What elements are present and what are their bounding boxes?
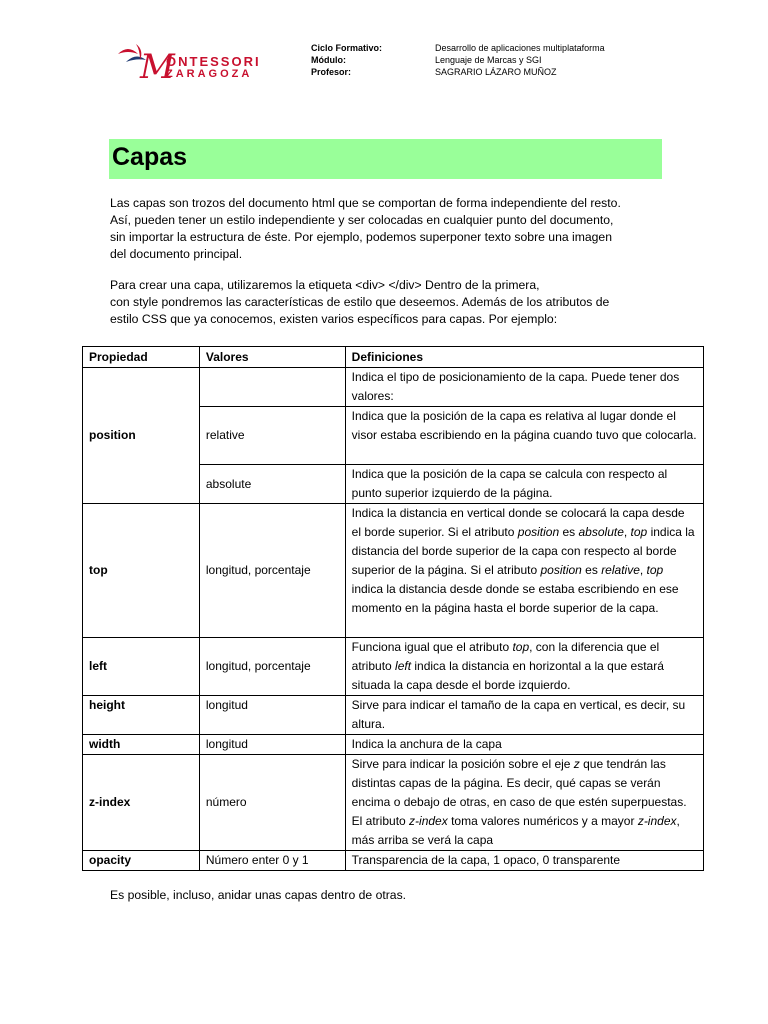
- closing-paragraph: Es posible, incluso, anidar unas capas dentro de otras.: [110, 888, 407, 902]
- property-definition: Transparencia de la capa, 1 opaco, 0 transparente: [345, 851, 703, 871]
- property-definition: Indica que la posición de la capa es relativa al lugar donde el visor estaba escribiendo en la página cuando tuvo que colocarla.: [345, 407, 703, 465]
- property-values: longitud: [199, 696, 345, 735]
- property-definition: Sirve para indicar la posición sobre el eje z que tendrán las distintas capas de la página. Es decir, qué capas se verán encima o debajo de otras, en caso de que estén superpuestas. El atributo z-index toma valores numéricos y a mayor z-index, más arriba se verá la capa: [345, 755, 703, 851]
- paragraph-line: del documento principal.: [110, 247, 243, 261]
- property-values: relative: [199, 407, 345, 465]
- column-header: Propiedad: [83, 347, 200, 368]
- property-definition: Indica que la posición de la capa se calcula con respecto al punto superior izquierdo de la página.: [345, 465, 703, 504]
- table-header-row: [83, 347, 704, 368]
- document-header: [311, 42, 655, 78]
- property-name: height: [83, 696, 200, 735]
- paragraph-line: sin importar la estructura de éste. Por ejemplo, podemos superponer texto sobre una imagen: [110, 230, 612, 244]
- paragraph-line: Para crear una capa, utilizaremos la etiqueta <div> </div> Dentro de la primera,: [110, 278, 540, 292]
- table-row: [83, 851, 704, 871]
- paragraph-line: Las capas son trozos del documento html que se comportan de forma independiente del resto.: [110, 196, 621, 210]
- property-values: [199, 368, 345, 407]
- logo-line2: ZARAGOZA: [166, 68, 253, 80]
- table-row: [83, 368, 704, 407]
- title-banner: [109, 139, 662, 179]
- property-values: longitud, porcentaje: [199, 638, 345, 696]
- property-definition: Indica la distancia en vertical donde se colocará la capa desde el borde superior. Si el atributo position es absolute, top indica la distancia del borde superior de la capa con respecto al borde superior de la página. Si el atributo position es relative, top indica la distancia desde donde se estaba escribiendo en ese momento en la página hasta el borde superior de la capa.: [345, 504, 703, 638]
- table-row: [83, 504, 704, 638]
- intro-paragraph-2: [110, 277, 670, 328]
- property-name: position: [83, 368, 200, 504]
- property-definition: Sirve para indicar el tamaño de la capa en vertical, es decir, su altura.: [345, 696, 703, 735]
- property-definition: Indica el tipo de posicionamiento de la capa. Puede tener dos valores:: [345, 368, 703, 407]
- property-values: longitud: [199, 735, 345, 755]
- header-value: Lenguaje de Marcas y SGI: [435, 55, 542, 65]
- property-values: Número enter 0 y 1: [199, 851, 345, 871]
- header-value: Desarrollo de aplicaciones multiplataforma: [435, 43, 605, 53]
- property-definition: Indica la anchura de la capa: [345, 735, 703, 755]
- property-values: longitud, porcentaje: [199, 504, 345, 638]
- paragraph-line: Así, pueden tener un estilo independiente y ser colocadas en cualquier punto del documento,: [110, 213, 614, 227]
- table-row: [83, 696, 704, 735]
- intro-paragraph: [110, 195, 670, 263]
- properties-table: [82, 346, 704, 871]
- property-definition: Funciona igual que el atributo top, con la diferencia que el atributo left indica la distancia en horizontal a la que estará situada la capa desde el borde izquierdo.: [345, 638, 703, 696]
- table-row: [83, 735, 704, 755]
- property-values: número: [199, 755, 345, 851]
- property-values: absolute: [199, 465, 345, 504]
- column-header: Definiciones: [345, 347, 703, 368]
- column-header: Valores: [199, 347, 345, 368]
- logo-initial: M: [140, 47, 175, 87]
- paragraph-line: con style pondremos las características de estilo que deseemos. Además de los atributos de: [110, 295, 610, 309]
- header-value: SAGRARIO LÁZARO MUÑOZ: [435, 67, 557, 77]
- table-row: [83, 755, 704, 851]
- property-name: top: [83, 504, 200, 638]
- header-label: Ciclo Formativo:: [311, 43, 383, 53]
- table-row: [83, 638, 704, 696]
- paragraph-line: estilo CSS que ya conocemos, existen varios específicos para capas. Por ejemplo:: [110, 312, 558, 326]
- property-name: left: [83, 638, 200, 696]
- header-label: Profesor:: [311, 67, 352, 77]
- property-name: z-index: [83, 755, 200, 851]
- property-name: width: [83, 735, 200, 755]
- logo-line1: ONTESSORI: [166, 54, 261, 69]
- page-title: Capas: [112, 143, 188, 171]
- property-name: opacity: [83, 851, 200, 871]
- header-label: Módulo:: [311, 55, 346, 65]
- school-logo: [114, 40, 274, 88]
